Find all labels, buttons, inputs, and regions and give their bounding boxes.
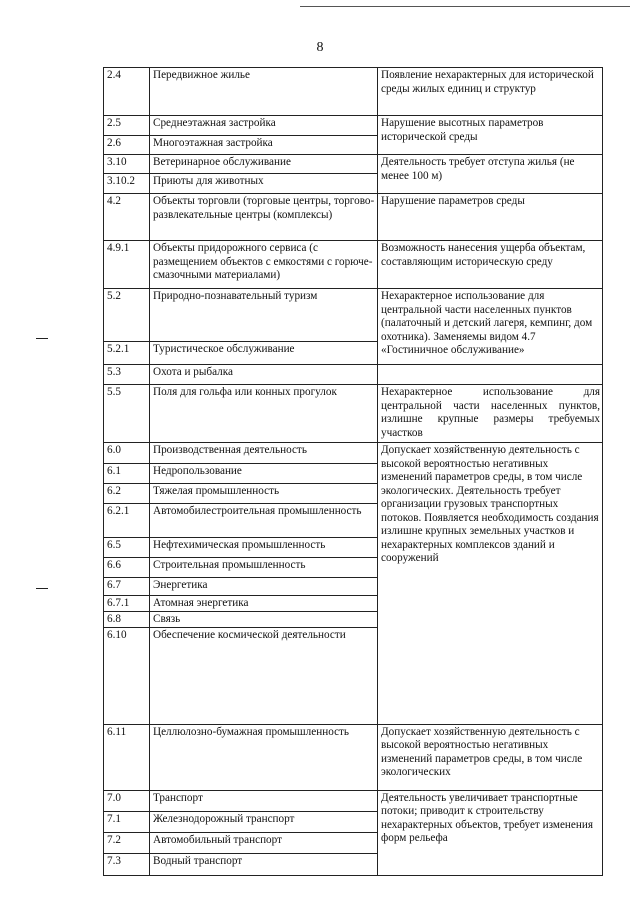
row-code: 6.11	[104, 724, 150, 790]
table-row	[104, 365, 603, 385]
row-code: 6.6	[104, 558, 150, 578]
row-code: 2.5	[104, 116, 150, 136]
table-row	[104, 289, 603, 342]
row-name: Энергетика	[150, 578, 378, 596]
row-code: 7.3	[104, 853, 150, 875]
row-code: 6.2.1	[104, 504, 150, 538]
row-reason: Допускает хозяйственную деятельность с высокой вероятностью негативных изменений параметров среды, в том числе экологических	[378, 724, 603, 790]
row-name: Ветеринарное обслуживание	[150, 155, 378, 174]
row-code: 5.5	[104, 385, 150, 443]
row-reason: Деятельность требует отступа жилья (не менее 100 м)	[378, 155, 603, 194]
row-name: Связь	[150, 612, 378, 628]
row-code: 5.2	[104, 289, 150, 342]
row-reason: Нехарактерное использование для центральной части населенных пунктов, излишне крупные размеры требуемых участков	[378, 385, 603, 443]
page-number: 8	[316, 40, 324, 55]
row-code: 6.5	[104, 538, 150, 558]
row-name: Нефтехимическая промышленность	[150, 538, 378, 558]
table-row	[104, 241, 603, 289]
row-reason: Нехарактерное использование для центральной части населенных пунктов (палаточный и детский лагеря, кемпинг, дом охотника). Заменяемы видом 4.7 «Гостиничное обслуживание»	[378, 289, 603, 365]
row-code: 3.10	[104, 155, 150, 174]
row-name: Поля для гольфа или конных прогулок	[150, 385, 378, 443]
row-code: 4.2	[104, 194, 150, 241]
row-name: Приюты для животных	[150, 174, 378, 194]
row-name: Атомная энергетика	[150, 596, 378, 612]
row-name: Железнодорожный транспорт	[150, 811, 378, 832]
row-code: 3.10.2	[104, 174, 150, 194]
row-reason: Нарушение параметров среды	[378, 194, 603, 241]
row-code: 6.1	[104, 464, 150, 484]
row-name: Тяжелая промышленность	[150, 484, 378, 504]
land-use-table	[103, 67, 603, 876]
top-rule	[300, 6, 630, 7]
margin-mark	[36, 588, 48, 589]
row-code: 6.10	[104, 628, 150, 725]
table-row	[104, 724, 603, 790]
row-name: Охота и рыбалка	[150, 365, 378, 385]
row-code: 7.0	[104, 790, 150, 811]
row-name: Производственная деятельность	[150, 443, 378, 464]
table-row	[104, 194, 603, 241]
table-row	[104, 443, 603, 464]
row-reason: Нарушение высотных параметров исторической среды	[378, 116, 603, 155]
row-code: 7.2	[104, 832, 150, 853]
row-name: Автомобилестроительная промышленность	[150, 504, 378, 538]
table-row	[104, 155, 603, 174]
row-name: Передвижное жилье	[150, 68, 378, 116]
row-reason: Появление нехарактерных для исторической среды жилых единиц и структур	[378, 68, 603, 116]
table-row	[104, 68, 603, 116]
row-name: Недропользование	[150, 464, 378, 484]
row-name: Туристическое обслуживание	[150, 342, 378, 365]
row-name: Водный транспорт	[150, 853, 378, 875]
row-code: 4.9.1	[104, 241, 150, 289]
row-reason: Допускает хозяйственную деятельность с высокой вероятностью негативных изменений параметров среды, в том числе экологических. Деятельность требует организации грузовых транспортных потоков. Появляется необходимость создания излишне крупных земельных участков и нехарактерных комплексов зданий и сооружений	[378, 443, 603, 725]
table-row	[104, 116, 603, 136]
table-row	[104, 790, 603, 811]
row-code: 6.2	[104, 484, 150, 504]
row-code: 6.0	[104, 443, 150, 464]
row-reason: Возможность нанесения ущерба объектам, составляющим историческую среду	[378, 241, 603, 289]
row-name: Обеспечение космической деятельности	[150, 628, 378, 725]
row-code: 2.6	[104, 136, 150, 155]
row-reason	[378, 365, 603, 385]
row-name: Целлюлозно-бумажная промышленность	[150, 724, 378, 790]
table-row	[104, 385, 603, 443]
row-code: 5.3	[104, 365, 150, 385]
row-code: 6.7	[104, 578, 150, 596]
row-name: Строительная промышленность	[150, 558, 378, 578]
row-reason: Деятельность увеличивает транспортные потоки; приводит к строительству нехарактерных объектов, требует изменения форм рельефа	[378, 790, 603, 875]
row-name: Транспорт	[150, 790, 378, 811]
row-code: 2.4	[104, 68, 150, 116]
row-name: Среднеэтажная застройка	[150, 116, 378, 136]
row-name: Объекты придорожного сервиса (с размещением объектов с емкостями с горюче-смазочными материалами)	[150, 241, 378, 289]
row-name: Природно-познавательный туризм	[150, 289, 378, 342]
row-code: 5.2.1	[104, 342, 150, 365]
row-name: Объекты торговли (торговые центры, торгово-развлекательные центры (комплексы)	[150, 194, 378, 241]
row-code: 6.7.1	[104, 596, 150, 612]
row-name: Автомобильный транспорт	[150, 832, 378, 853]
margin-mark	[36, 338, 48, 339]
row-code: 6.8	[104, 612, 150, 628]
row-code: 7.1	[104, 811, 150, 832]
row-name: Многоэтажная застройка	[150, 136, 378, 155]
